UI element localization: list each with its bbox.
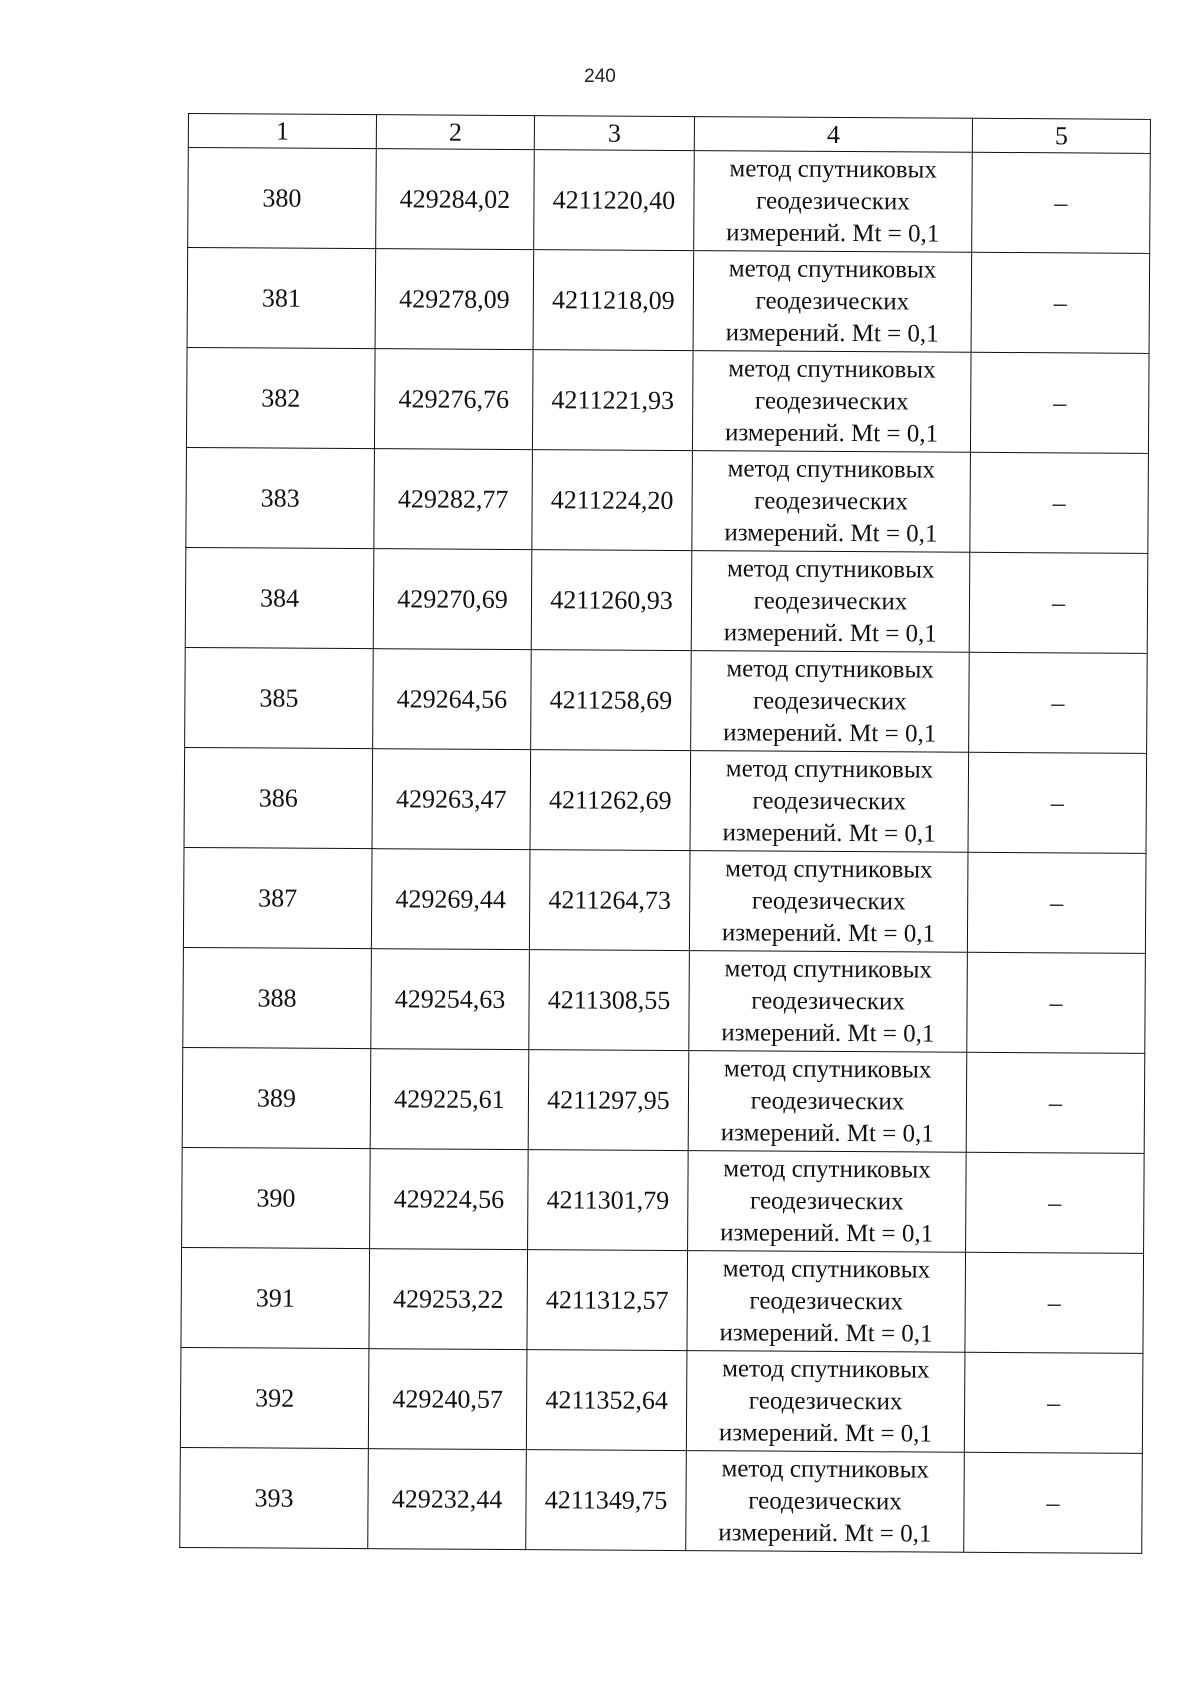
- y-coordinate-cell: 4211218,09: [533, 250, 694, 351]
- point-number-cell: 392: [180, 1347, 369, 1448]
- x-coordinate-cell: 429282,77: [374, 449, 533, 550]
- x-coordinate-cell: 429270,69: [373, 549, 532, 650]
- y-coordinate-cell: 4211221,93: [532, 350, 693, 451]
- x-coordinate-cell: 429254,63: [371, 949, 530, 1050]
- table-row: [180, 1347, 1143, 1453]
- x-coordinate-cell: 429284,02: [376, 149, 535, 250]
- x-coordinate-cell: 429264,56: [373, 649, 532, 750]
- point-number-cell: 389: [182, 1047, 371, 1148]
- column-header: 4: [694, 117, 972, 153]
- table-row: [181, 1247, 1144, 1353]
- method-cell: метод спутниковых геодезических измерений. Mt = 0,1: [692, 451, 971, 553]
- note-cell: –: [966, 1052, 1145, 1153]
- table-row: [180, 1447, 1143, 1553]
- method-cell: метод спутниковых геодезических измерений. Mt = 0,1: [688, 1051, 967, 1153]
- column-header: 1: [188, 114, 376, 149]
- table-row: [185, 547, 1148, 653]
- y-coordinate-cell: 4211258,69: [531, 650, 692, 751]
- y-coordinate-cell: 4211297,95: [528, 1050, 689, 1151]
- table-body: [180, 148, 1151, 1554]
- y-coordinate-cell: 4211352,64: [526, 1350, 687, 1451]
- page-number: 240: [584, 66, 616, 87]
- table-row: [182, 1047, 1145, 1153]
- x-coordinate-cell: 429240,57: [368, 1349, 527, 1450]
- table-row: [188, 148, 1151, 254]
- note-cell: –: [970, 352, 1149, 453]
- note-cell: –: [967, 952, 1146, 1053]
- note-cell: –: [967, 852, 1146, 953]
- method-cell: метод спутниковых геодезических измерений. Mt = 0,1: [691, 551, 970, 653]
- method-cell: метод спутниковых геодезических измерений. Mt = 0,1: [688, 1151, 967, 1253]
- table-row: [187, 248, 1150, 354]
- point-number-cell: 391: [181, 1247, 370, 1348]
- method-cell: метод спутниковых геодезических измерений. Mt = 0,1: [691, 651, 970, 753]
- method-cell: метод спутниковых геодезических измерений. Mt = 0,1: [689, 851, 968, 953]
- point-number-cell: 387: [183, 847, 372, 948]
- column-header: 3: [534, 116, 694, 151]
- method-cell: метод спутниковых геодезических измерений. Mt = 0,1: [694, 151, 973, 253]
- x-coordinate-cell: 429232,44: [368, 1449, 527, 1550]
- point-number-cell: 381: [187, 248, 376, 349]
- y-coordinate-cell: 4211220,40: [534, 150, 695, 251]
- note-cell: –: [969, 552, 1148, 653]
- point-number-cell: 390: [182, 1147, 371, 1248]
- table-row: [182, 1147, 1145, 1253]
- point-number-cell: 388: [183, 947, 372, 1048]
- point-number-cell: 393: [180, 1447, 369, 1548]
- table-row: [183, 947, 1146, 1053]
- note-cell: –: [969, 652, 1148, 753]
- note-cell: –: [965, 1252, 1144, 1353]
- coordinates-table: [179, 113, 1151, 1554]
- x-coordinate-cell: 429263,47: [372, 749, 531, 850]
- point-number-cell: 383: [186, 447, 375, 548]
- method-cell: метод спутниковых геодезических измерений. Mt = 0,1: [687, 1251, 966, 1353]
- note-cell: –: [970, 452, 1149, 553]
- table-row: [186, 347, 1149, 453]
- method-cell: метод спутниковых геодезических измерений. Mt = 0,1: [689, 951, 968, 1053]
- y-coordinate-cell: 4211262,69: [530, 750, 691, 851]
- note-cell: –: [964, 1452, 1143, 1553]
- method-cell: метод спутниковых геодезических измерений. Mt = 0,1: [692, 351, 971, 453]
- note-cell: –: [968, 752, 1147, 853]
- note-cell: –: [972, 152, 1151, 253]
- table-row: [186, 447, 1149, 553]
- x-coordinate-cell: 429225,61: [370, 1049, 529, 1150]
- point-number-cell: 382: [186, 347, 375, 448]
- y-coordinate-cell: 4211308,55: [529, 950, 690, 1051]
- method-cell: метод спутниковых геодезических измерений. Mt = 0,1: [686, 1351, 965, 1453]
- x-coordinate-cell: 429253,22: [369, 1249, 528, 1350]
- y-coordinate-cell: 4211260,93: [531, 550, 692, 651]
- point-number-cell: 380: [188, 148, 377, 249]
- method-cell: метод спутниковых геодезических измерений. Mt = 0,1: [693, 251, 972, 353]
- y-coordinate-cell: 4211264,73: [529, 850, 690, 951]
- y-coordinate-cell: 4211312,57: [527, 1250, 688, 1351]
- table-row: [185, 647, 1148, 753]
- y-coordinate-cell: 4211301,79: [528, 1150, 689, 1251]
- column-header: 5: [972, 118, 1150, 153]
- x-coordinate-cell: 429276,76: [374, 349, 533, 450]
- point-number-cell: 384: [185, 547, 374, 648]
- y-coordinate-cell: 4211349,75: [526, 1450, 687, 1551]
- y-coordinate-cell: 4211224,20: [532, 450, 693, 551]
- note-cell: –: [966, 1152, 1145, 1253]
- x-coordinate-cell: 429224,56: [370, 1149, 529, 1250]
- x-coordinate-cell: 429278,09: [375, 249, 534, 350]
- table-row: [184, 747, 1147, 853]
- method-cell: метод спутниковых геодезических измерений. Mt = 0,1: [690, 751, 969, 853]
- column-header: 2: [376, 115, 534, 150]
- table-row: [183, 847, 1146, 953]
- method-cell: метод спутниковых геодезических измерений. Mt = 0,1: [686, 1451, 965, 1553]
- note-cell: –: [964, 1352, 1143, 1453]
- note-cell: –: [971, 252, 1150, 353]
- x-coordinate-cell: 429269,44: [371, 849, 530, 950]
- point-number-cell: 385: [185, 647, 374, 748]
- point-number-cell: 386: [184, 747, 373, 848]
